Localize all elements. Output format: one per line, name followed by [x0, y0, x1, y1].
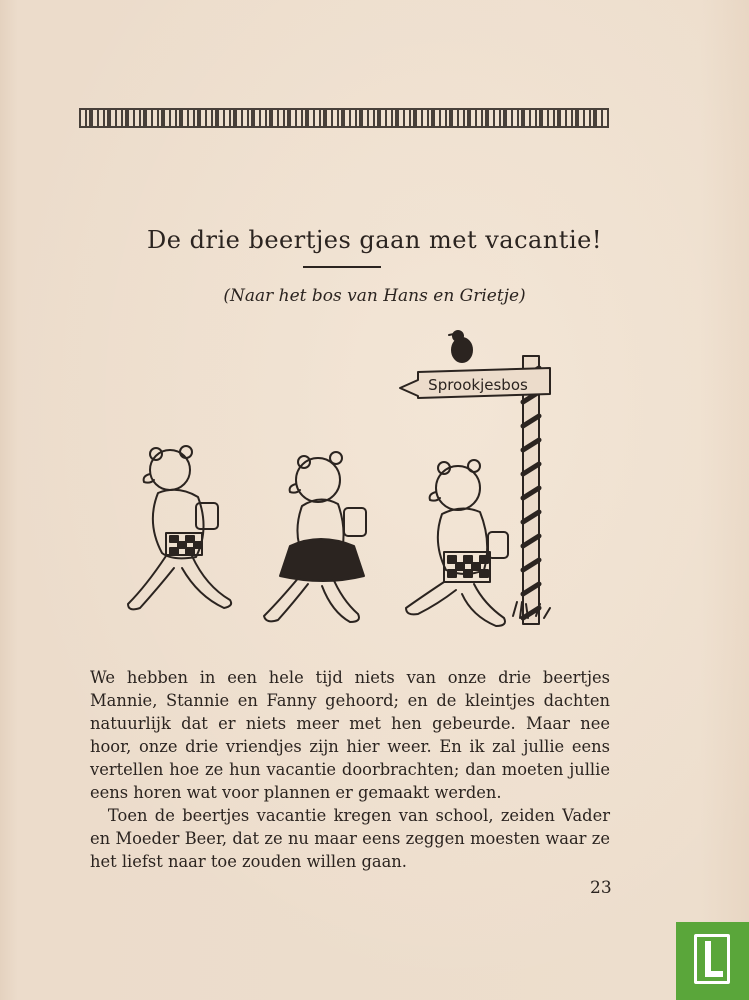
bear-stannie	[406, 460, 508, 626]
l-logo-icon	[694, 934, 730, 984]
story-text	[90, 666, 610, 873]
page-subtitle: (Naar het bos van Hans en Grietje)	[223, 286, 526, 306]
publisher-logo	[676, 922, 749, 1000]
signpost-label: Sprookjesbos	[428, 376, 528, 394]
page-number: 23	[590, 878, 612, 898]
paragraph-2: Toen de beertjes vacantie kregen van school, zeiden Vader en Moeder Beer, dat ze nu maar eens zeggen moesten waar ze het liefst naar toe zouden willen gaan.	[90, 806, 610, 871]
bird-icon	[449, 331, 472, 362]
paragraph-1: We hebben in een hele tijd niets van onze drie beertjes Mannie, Stannie en Fanny gehoord; en de kleintjes dachten natuurlijk dat er niets meer met hen gebeurde. Maar nee hoor, onze drie vriendjes zijn hier weer. En ik zal jullie eens vertellen hoe ze hun vacantie doorbrachten; dan moeten jullie eens horen wat voor plannen er gemaakt werden.	[90, 668, 610, 802]
bear-fanny	[264, 452, 366, 622]
three-bears-illustration	[118, 328, 568, 650]
title-rule	[303, 266, 381, 268]
bear-mannie	[128, 446, 231, 609]
decorative-border	[79, 108, 609, 128]
page-title: De drie beertjes gaan met vacantie!	[147, 226, 602, 254]
